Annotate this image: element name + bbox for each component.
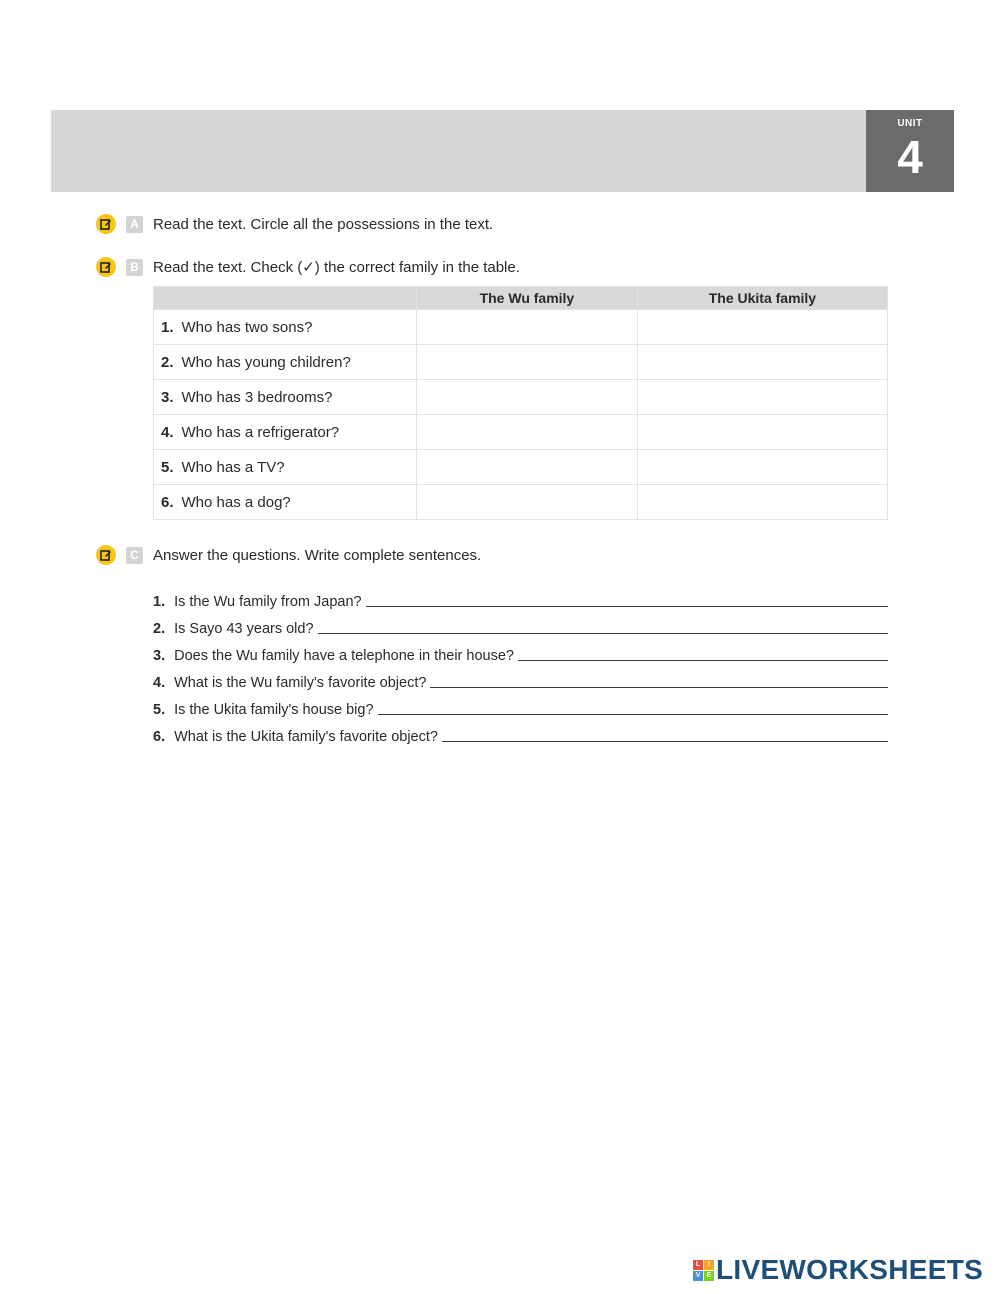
table-row	[154, 415, 888, 450]
table-question-num: 1.	[161, 318, 174, 336]
answer-line	[153, 691, 888, 718]
answer-question: Is the Wu family from Japan?	[174, 594, 362, 610]
table-question-cell	[154, 380, 417, 415]
table-row	[154, 345, 888, 380]
logo-grid-cell: L	[693, 1260, 703, 1270]
table-question-text: Who has 3 bedrooms?	[181, 388, 333, 406]
answer-blank[interactable]	[318, 632, 888, 634]
answer-num: 4.	[153, 675, 166, 691]
table-row	[154, 310, 888, 345]
check-cell-ukita[interactable]	[637, 450, 887, 485]
answer-num: 3.	[153, 648, 166, 664]
section-b-instruction: Read the text. Check (✓) the correct family in the table.	[153, 259, 520, 276]
check-cell-wu[interactable]	[417, 485, 638, 520]
logo-grid-cell: E	[704, 1271, 714, 1281]
answer-list	[153, 583, 888, 745]
check-cell-ukita[interactable]	[637, 415, 887, 450]
table-header-row	[154, 287, 888, 310]
check-cell-ukita[interactable]	[637, 485, 887, 520]
table-header-wu: The Wu family	[417, 287, 638, 310]
logo-text: LIVEWORKSHEETS	[716, 1254, 984, 1285]
section-a	[96, 213, 493, 235]
answer-question: Is the Ukita family's house big?	[174, 702, 374, 718]
table-question-text: Who has a TV?	[181, 458, 285, 476]
answer-blank[interactable]	[430, 686, 888, 688]
table-question-text: Who has a dog?	[181, 493, 291, 511]
table-row	[154, 485, 888, 520]
table-question-cell	[154, 345, 417, 380]
answer-num: 6.	[153, 729, 166, 745]
answer-question: What is the Ukita family's favorite object?	[174, 729, 438, 745]
table-question-cell	[154, 485, 417, 520]
answer-num: 1.	[153, 594, 166, 610]
table-question-text: Who has a refrigerator?	[181, 423, 340, 441]
table-question-cell	[154, 450, 417, 485]
answer-blank[interactable]	[366, 605, 888, 607]
check-cell-wu[interactable]	[417, 310, 638, 345]
answer-blank[interactable]	[378, 713, 888, 715]
table-question-num: 3.	[161, 388, 174, 406]
pencil-edit-icon	[96, 214, 116, 234]
header-band	[51, 110, 866, 192]
section-b-letter: B	[126, 259, 143, 276]
check-cell-wu[interactable]	[417, 415, 638, 450]
answer-line	[153, 718, 888, 745]
check-cell-wu[interactable]	[417, 345, 638, 380]
table-header-blank	[154, 287, 417, 310]
table-row	[154, 450, 888, 485]
table-header-ukita: The Ukita family	[637, 287, 887, 310]
answer-question: What is the Wu family's favorite object?	[174, 675, 427, 691]
logo-grid-cell: I	[704, 1260, 714, 1270]
table-question-text: Who has young children?	[181, 353, 351, 371]
unit-box	[866, 110, 954, 192]
table-question-text: Who has two sons?	[181, 318, 313, 336]
section-b	[96, 256, 520, 278]
section-a-letter: A	[126, 216, 143, 233]
section-c	[96, 544, 481, 566]
answer-line	[153, 637, 888, 664]
pencil-edit-icon	[96, 257, 116, 277]
check-cell-ukita[interactable]	[637, 380, 887, 415]
unit-label: UNIT	[897, 118, 923, 129]
answer-question: Does the Wu family have a telephone in their house?	[174, 648, 514, 664]
unit-number: 4	[897, 131, 923, 183]
table-question-cell	[154, 310, 417, 345]
answer-line	[153, 664, 888, 691]
table-question-num: 2.	[161, 353, 174, 371]
table-question-num: 4.	[161, 423, 174, 441]
family-check-table	[153, 286, 888, 520]
logo-grid-icon	[693, 1260, 714, 1281]
answer-num: 2.	[153, 621, 166, 637]
check-cell-wu[interactable]	[417, 450, 638, 485]
answer-blank[interactable]	[518, 659, 888, 661]
answer-num: 5.	[153, 702, 166, 718]
answer-line	[153, 583, 888, 610]
section-a-instruction: Read the text. Circle all the possessions in the text.	[153, 215, 494, 233]
liveworksheets-logo	[693, 1254, 983, 1286]
check-cell-ukita[interactable]	[637, 345, 887, 380]
answer-question: Is Sayo 43 years old?	[174, 621, 314, 637]
table-question-num: 5.	[161, 458, 174, 476]
answer-line	[153, 610, 888, 637]
logo-grid-cell: V	[693, 1271, 703, 1281]
table-row	[154, 380, 888, 415]
section-c-instruction: Answer the questions. Write complete sentences.	[153, 546, 482, 564]
check-cell-wu[interactable]	[417, 380, 638, 415]
table-question-num: 6.	[161, 493, 174, 511]
check-cell-ukita[interactable]	[637, 310, 887, 345]
answer-blank[interactable]	[442, 740, 888, 742]
table-question-cell	[154, 415, 417, 450]
pencil-edit-icon	[96, 545, 116, 565]
section-c-letter: C	[126, 547, 143, 564]
